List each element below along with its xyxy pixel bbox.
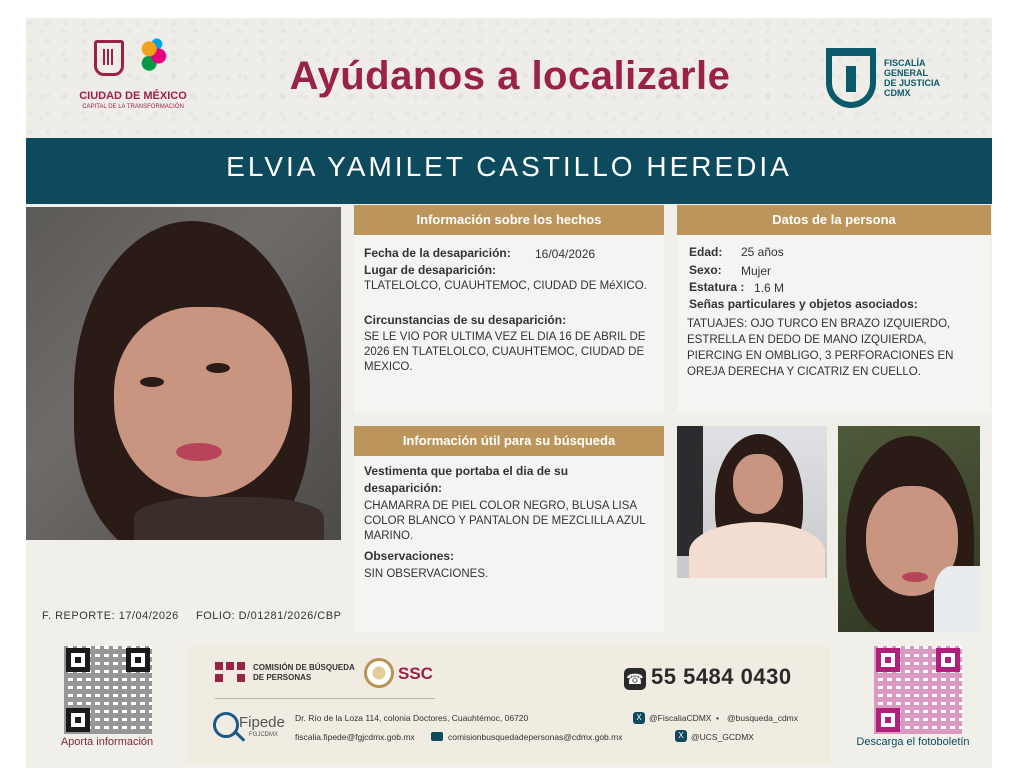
photo-eye — [140, 377, 164, 387]
circunstancias-line: SE LE VIO POR ULTIMA VEZ EL DIA 16 DE ABRIL DE — [364, 331, 646, 343]
fipede-name: Fipede — [239, 714, 285, 731]
fgj-logo — [826, 48, 966, 110]
circunstancias-line: 2026 EN TLATELOLCO, CUAUHTEMOC, CIUDAD DE — [364, 346, 645, 358]
social-fiscalia[interactable]: @FiscaliaCDMX — [649, 713, 712, 723]
secondary-photo — [677, 426, 827, 578]
senas-line: TATUAJES: OJO TURCO EN BRAZO IZQUIERDO, — [687, 318, 951, 330]
cdmx-name: CIUDAD DE MÉXICO — [79, 90, 187, 102]
social-separator: • — [716, 713, 719, 723]
sexo-value: Mujer — [741, 264, 772, 278]
cdmx-tagline: CAPITAL DE LA TRANSFORMACIÓN — [82, 104, 184, 110]
vestimenta-line: MARINO. — [364, 530, 414, 542]
circunstancias-value — [364, 330, 659, 375]
vestimenta-line: CHAMARRA DE PIEL COLOR NEGRO, BLUSA LISA — [364, 500, 638, 512]
vestimenta-line: COLOR BLANCO Y PANTALON DE MEZCLILLA AZUL — [364, 515, 646, 527]
fgj-mark-icon — [826, 48, 876, 108]
photo-shirt — [134, 497, 324, 540]
qr-finder — [66, 708, 90, 732]
fgj-line: GENERAL — [884, 68, 929, 78]
observaciones-value: SIN OBSERVACIONES. — [364, 568, 489, 580]
contact-band — [187, 646, 830, 764]
cbp-logo-icon — [215, 662, 245, 684]
mail-icon — [431, 732, 443, 741]
datos-heading: Datos de la persona — [677, 205, 991, 235]
estatura-label: Estatura : — [689, 280, 745, 294]
email-fipede[interactable]: fiscalia.fipede@fgjcdmx.gob.mx — [295, 732, 415, 742]
x-logo-icon: X — [633, 712, 645, 724]
ssc-name: SSC — [398, 664, 433, 683]
photo-face — [114, 307, 292, 497]
report-folio: FOLIO: D/01281/2026/CBP — [196, 610, 342, 622]
sexo-label: Sexo: — [689, 263, 722, 277]
report-date: F. REPORTE: 17/04/2026 — [42, 610, 179, 622]
qr-right-caption: Descarga el fotoboletín — [856, 736, 970, 748]
fecha-label: Fecha de la desaparición: — [364, 246, 511, 260]
edad-label: Edad: — [689, 245, 723, 259]
cdmx-logo — [58, 12, 208, 117]
vestimenta-value — [364, 499, 659, 544]
fipede-magnifier-icon — [213, 712, 239, 738]
cdmx-shield-icon — [94, 40, 124, 76]
cdmx-flower-icon — [134, 32, 172, 80]
datos-box — [677, 205, 991, 413]
lugar-value: TLATELOLCO, CUAUHTEMOC, CIUDAD DE MéXICO. — [364, 280, 647, 292]
estatura-value: 1.6 M — [754, 281, 785, 295]
lugar-label: Lugar de desaparición: — [364, 263, 497, 277]
senas-line: OREJA DERECHA Y CICATRIZ EN CUELLO. — [687, 366, 921, 378]
name-band — [26, 138, 992, 204]
social-ucs[interactable]: @UCS_GCDMX — [691, 732, 754, 742]
qr-finder — [936, 648, 960, 672]
x-logo-icon: X — [675, 730, 687, 742]
edad-value: 25 años — [741, 245, 784, 259]
util-heading: Información útil para su búsqueda — [354, 426, 664, 456]
email-cbp[interactable]: comisionbusquedadepersonas@cdmx.gob.mx — [448, 732, 623, 742]
observaciones-label: Observaciones: — [364, 549, 455, 563]
fipede-sub: FGJCDMX — [249, 732, 278, 738]
photo-lips — [902, 572, 928, 582]
phone-number[interactable]: 55 5484 0430 — [651, 664, 792, 689]
qr-left-caption: Aporta información — [60, 736, 154, 748]
page-title: Ayúdanos a localizarle — [289, 54, 731, 98]
qr-finder — [66, 648, 90, 672]
vestimenta-label-1: Vestimenta que portaba el dia de su — [364, 464, 569, 478]
social-busqueda[interactable]: @busqueda_cdmx — [727, 713, 799, 723]
hechos-box — [354, 205, 664, 413]
address: Dr. Río de la Loza 114, colonia Doctores, Cuauhtémoc, 06720 — [295, 713, 529, 723]
qr-code-aporta[interactable] — [64, 646, 152, 734]
fecha-value: 16/04/2026 — [535, 247, 596, 261]
person-name: ELVIA YAMILET CASTILLO HEREDIA — [226, 151, 792, 182]
vestimenta-label-2: desaparición: — [364, 481, 443, 495]
senas-line: ESTRELLA EN DEDO DE MANO IZQUIERDA, — [687, 334, 927, 346]
hechos-heading: Información sobre los hechos — [354, 205, 664, 235]
qr-finder — [126, 648, 150, 672]
circunstancias-label: Circunstancias de su desaparición: — [364, 313, 567, 327]
fgj-text — [884, 58, 940, 98]
photo-face — [733, 454, 783, 514]
senas-label: Señas particulares y objetos asociados: — [689, 297, 918, 311]
circunstancias-line: MEXICO. — [364, 361, 413, 373]
qr-finder — [876, 708, 900, 732]
photo-plush — [934, 566, 980, 632]
fgj-line: FISCALÍA — [884, 58, 926, 68]
cbp-name: COMISIÓN DE BÚSQUEDA DE PERSONAS — [253, 663, 355, 682]
ssc-seal-icon — [364, 658, 394, 688]
qr-finder — [876, 648, 900, 672]
phone-icon: ☎ — [624, 668, 646, 690]
senas-value — [687, 316, 987, 380]
senas-line: PIERCING EN OMBLIGO, 3 PERFORACIONES EN — [687, 350, 954, 362]
fgj-line: DE JUSTICIA — [884, 78, 941, 88]
photo-jacket — [689, 522, 825, 578]
tertiary-photo — [838, 426, 980, 632]
divider — [215, 698, 435, 699]
qr-code-fotoboletin[interactable] — [874, 646, 962, 734]
main-photo — [26, 207, 341, 540]
util-box — [354, 426, 664, 632]
photo-eye — [206, 363, 230, 373]
photo-lips — [176, 443, 222, 461]
fgj-line: CDMX — [884, 88, 911, 98]
